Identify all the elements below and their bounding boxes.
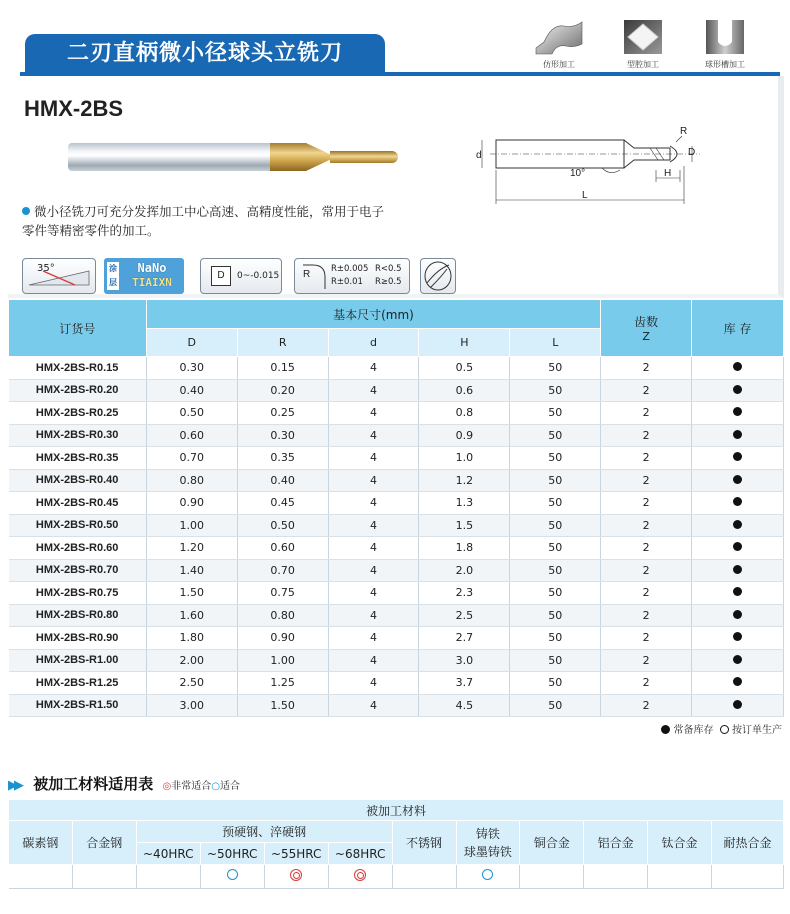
helix-angle-text: 35° <box>37 263 55 274</box>
cell-H: 4.5 <box>419 694 510 717</box>
table-row <box>9 604 784 627</box>
ball-groove-machining-icon <box>700 18 750 56</box>
table-row <box>9 514 784 537</box>
made-to-order-icon <box>720 725 729 734</box>
cell-R: 1.25 <box>237 672 328 695</box>
suitability-cell <box>72 865 136 889</box>
cell-R: 0.50 <box>237 514 328 537</box>
cell-code: HMX-2BS-R1.00 <box>9 649 147 672</box>
cell-Z: 2 <box>601 627 692 650</box>
drawing-label-angle: 10° <box>570 168 586 179</box>
cell-R: 1.50 <box>237 694 328 717</box>
cell-Z: 2 <box>601 694 692 717</box>
cell-stock <box>692 379 784 402</box>
header-order-no: 订货号 <box>9 300 147 357</box>
cell-d: 4 <box>328 672 419 695</box>
process-profile-label: 仿形加工 <box>543 60 575 69</box>
in-stock-icon <box>733 475 742 484</box>
cell-H: 3.7 <box>419 672 510 695</box>
cell-stock <box>692 469 784 492</box>
materials-title: 被加工材料适用表 <box>33 775 154 793</box>
cell-stock <box>692 649 784 672</box>
cell-code: HMX-2BS-R0.50 <box>9 514 147 537</box>
cell-d: 4 <box>328 604 419 627</box>
in-stock-icon <box>733 542 742 551</box>
materials-suitability-row <box>9 865 784 889</box>
cell-d: 4 <box>328 424 419 447</box>
very-suitable-icon <box>354 869 366 881</box>
very-suitable-label: 非常适合 <box>171 781 212 792</box>
material-aluminum-alloy: 铝合金 <box>584 821 648 865</box>
cell-H: 0.9 <box>419 424 510 447</box>
cell-D: 0.60 <box>146 424 237 447</box>
cell-code: HMX-2BS-R1.25 <box>9 672 147 695</box>
table-row <box>9 694 784 717</box>
cell-R: 0.40 <box>237 469 328 492</box>
cell-D: 0.80 <box>146 469 237 492</box>
table-row <box>9 357 784 380</box>
process-profile <box>528 18 590 70</box>
cell-Z: 2 <box>601 672 692 695</box>
cell-code: HMX-2BS-R0.40 <box>9 469 147 492</box>
cell-R: 0.90 <box>237 627 328 650</box>
process-cavity-label: 型腔加工 <box>627 60 659 69</box>
in-stock-icon <box>733 362 742 371</box>
cell-L: 50 <box>510 379 601 402</box>
cell-L: 50 <box>510 694 601 717</box>
tool-dimension-drawing <box>470 120 710 210</box>
cell-L: 50 <box>510 469 601 492</box>
in-stock-icon <box>733 655 742 664</box>
cell-Z: 2 <box>601 537 692 560</box>
table-row <box>9 649 784 672</box>
radius-tolerance-badge <box>294 258 410 294</box>
table-row <box>9 672 784 695</box>
bullet-icon <box>22 207 30 215</box>
table-row <box>9 582 784 605</box>
cell-L: 50 <box>510 424 601 447</box>
header-R: R <box>237 329 328 357</box>
tool-shank-image <box>68 143 274 171</box>
helix-angle-icon <box>23 259 95 293</box>
in-stock-icon <box>733 700 742 709</box>
cell-R: 0.80 <box>237 604 328 627</box>
spec-table-body <box>9 357 784 717</box>
page-title: 二刃直柄微小径球头立铣刀 <box>25 34 385 74</box>
header-D: D <box>146 329 237 357</box>
cell-code: HMX-2BS-R0.70 <box>9 559 147 582</box>
cell-code: HMX-2BS-R0.60 <box>9 537 147 560</box>
hardness-50: ~50HRC <box>200 843 264 865</box>
cell-H: 1.0 <box>419 447 510 470</box>
materials-table <box>8 799 784 889</box>
cell-d: 4 <box>328 582 419 605</box>
cell-d: 4 <box>328 379 419 402</box>
cell-D: 2.50 <box>146 672 237 695</box>
cell-D: 2.00 <box>146 649 237 672</box>
cavity-machining-icon <box>618 18 668 56</box>
cell-R: 0.15 <box>237 357 328 380</box>
legend-in-stock: 常备库存 <box>673 725 714 736</box>
cell-L: 50 <box>510 627 601 650</box>
header-stock: 库 存 <box>692 300 784 357</box>
diameter-symbol: D <box>211 266 231 286</box>
cell-D: 1.40 <box>146 559 237 582</box>
model-name: HMX-2BS <box>24 96 124 121</box>
cell-L: 50 <box>510 649 601 672</box>
cell-d: 4 <box>328 514 419 537</box>
cell-stock <box>692 559 784 582</box>
suitability-cell <box>712 865 784 889</box>
cell-code: HMX-2BS-R0.45 <box>9 492 147 515</box>
cell-stock <box>692 447 784 470</box>
material-copper-alloy: 铜合金 <box>520 821 584 865</box>
cell-R: 0.60 <box>237 537 328 560</box>
spec-table <box>8 299 784 717</box>
cell-H: 2.0 <box>419 559 510 582</box>
drawing-label-H: H <box>664 168 672 179</box>
cell-stock <box>692 604 784 627</box>
coating-tag: 涂层 <box>107 262 119 290</box>
cell-D: 1.60 <box>146 604 237 627</box>
cell-stock <box>692 627 784 650</box>
cell-code: HMX-2BS-R0.90 <box>9 627 147 650</box>
cell-D: 0.70 <box>146 447 237 470</box>
table-row <box>9 424 784 447</box>
cell-code: HMX-2BS-R0.15 <box>9 357 147 380</box>
radius-tolerance-1: R±0.005 <box>331 264 369 274</box>
material-heat-resistant-alloy: 耐热合金 <box>712 821 784 865</box>
cell-L: 50 <box>510 604 601 627</box>
cell-H: 1.8 <box>419 537 510 560</box>
cell-H: 2.5 <box>419 604 510 627</box>
cell-L: 50 <box>510 514 601 537</box>
cell-stock <box>692 492 784 515</box>
suitability-cell <box>456 865 520 889</box>
cell-stock <box>692 514 784 537</box>
cell-code: HMX-2BS-R0.80 <box>9 604 147 627</box>
cell-Z: 2 <box>601 469 692 492</box>
cell-L: 50 <box>510 447 601 470</box>
header-d: d <box>328 329 419 357</box>
table-row <box>9 447 784 470</box>
table-row <box>9 627 784 650</box>
material-hardened-steel: 预硬钢、淬硬钢 <box>136 821 392 843</box>
cell-Z: 2 <box>601 379 692 402</box>
cell-d: 4 <box>328 694 419 717</box>
cell-Z: 2 <box>601 559 692 582</box>
suitability-cell <box>200 865 264 889</box>
drawing-label-R: R <box>680 126 688 137</box>
header-basic-dims: 基本尺寸(mm) <box>146 300 600 329</box>
cell-stock <box>692 582 784 605</box>
cell-code: HMX-2BS-R0.35 <box>9 447 147 470</box>
in-stock-icon <box>733 632 742 641</box>
cell-code: HMX-2BS-R0.25 <box>9 402 147 425</box>
in-stock-icon <box>733 587 742 596</box>
header-teeth-label: 齿数 <box>634 315 659 329</box>
in-stock-icon <box>733 610 742 619</box>
cell-H: 0.6 <box>419 379 510 402</box>
table-row <box>9 379 784 402</box>
in-stock-icon <box>733 430 742 439</box>
cell-code: HMX-2BS-R0.20 <box>9 379 147 402</box>
cell-D: 0.90 <box>146 492 237 515</box>
tool-flute-image <box>330 151 398 163</box>
table-row <box>9 402 784 425</box>
cell-code: HMX-2BS-R1.50 <box>9 694 147 717</box>
cell-D: 1.00 <box>146 514 237 537</box>
cell-H: 1.2 <box>419 469 510 492</box>
cell-R: 0.75 <box>237 582 328 605</box>
drawing-label-D: D <box>688 147 696 158</box>
cell-Z: 2 <box>601 514 692 537</box>
process-cavity <box>612 18 674 70</box>
cell-Z: 2 <box>601 424 692 447</box>
cell-R: 0.30 <box>237 424 328 447</box>
suitability-cell <box>392 865 456 889</box>
drawing-label-L: L <box>582 190 588 201</box>
double-arrow-icon: ▶▶ <box>8 778 20 793</box>
radius-tolerance-2: R±0.01 <box>331 277 363 287</box>
suitability-cell <box>584 865 648 889</box>
cell-D: 0.30 <box>146 357 237 380</box>
cell-stock <box>692 357 784 380</box>
cell-R: 0.35 <box>237 447 328 470</box>
ball-nose-badge <box>420 258 456 294</box>
cell-L: 50 <box>510 492 601 515</box>
suitability-cell <box>264 865 328 889</box>
table-row <box>9 537 784 560</box>
hardness-40: ~40HRC <box>136 843 200 865</box>
cell-R: 0.20 <box>237 379 328 402</box>
cell-Z: 2 <box>601 649 692 672</box>
in-stock-icon <box>733 385 742 394</box>
coating-badge <box>104 258 184 294</box>
suitability-cell <box>328 865 392 889</box>
cell-L: 50 <box>510 582 601 605</box>
cell-d: 4 <box>328 402 419 425</box>
cell-H: 3.0 <box>419 649 510 672</box>
cell-stock <box>692 402 784 425</box>
in-stock-icon <box>733 520 742 529</box>
suitable-icon <box>227 869 238 880</box>
in-stock-icon <box>661 725 670 734</box>
process-ball-groove <box>694 18 756 70</box>
cell-stock <box>692 672 784 695</box>
cell-R: 1.00 <box>237 649 328 672</box>
radius-symbol: R <box>303 269 311 280</box>
table-row <box>9 469 784 492</box>
drawing-label-d: d <box>476 150 482 161</box>
diameter-tolerance-badge <box>200 258 282 294</box>
materials-header: 被加工材料 <box>9 800 784 821</box>
cell-d: 4 <box>328 357 419 380</box>
cell-d: 4 <box>328 627 419 650</box>
cell-d: 4 <box>328 649 419 672</box>
cell-D: 3.00 <box>146 694 237 717</box>
process-ball-groove-label: 球形槽加工 <box>705 60 745 69</box>
cell-L: 50 <box>510 357 601 380</box>
cell-Z: 2 <box>601 357 692 380</box>
cell-d: 4 <box>328 559 419 582</box>
cell-D: 1.50 <box>146 582 237 605</box>
cell-H: 2.3 <box>419 582 510 605</box>
radius-condition-1: R<0.5 <box>375 264 402 274</box>
cell-D: 1.80 <box>146 627 237 650</box>
suitability-cell <box>648 865 712 889</box>
cell-H: 0.8 <box>419 402 510 425</box>
cell-L: 50 <box>510 672 601 695</box>
table-row <box>9 492 784 515</box>
cell-Z: 2 <box>601 582 692 605</box>
product-description <box>22 202 392 240</box>
material-carbon-steel: 碳素钢 <box>9 821 73 865</box>
header-teeth-sub: Z <box>642 330 650 343</box>
in-stock-icon <box>733 497 742 506</box>
cell-d: 4 <box>328 447 419 470</box>
cell-R: 0.70 <box>237 559 328 582</box>
cell-stock <box>692 694 784 717</box>
suitable-icon: ○ <box>211 781 220 792</box>
cell-Z: 2 <box>601 447 692 470</box>
table-row <box>9 559 784 582</box>
suitable-label: 适合 <box>219 781 240 792</box>
materials-section-title <box>8 773 240 794</box>
cell-L: 50 <box>510 537 601 560</box>
very-suitable-icon: ◎ <box>162 781 172 792</box>
header-L: L <box>510 329 601 357</box>
cell-L: 50 <box>510 402 601 425</box>
cell-d: 4 <box>328 469 419 492</box>
material-cast-iron: 铸铁 球墨铸铁 <box>456 821 520 865</box>
cell-R: 0.25 <box>237 402 328 425</box>
cell-stock <box>692 537 784 560</box>
helix-angle-badge <box>22 258 96 294</box>
cell-code: HMX-2BS-R0.75 <box>9 582 147 605</box>
cell-L: 50 <box>510 559 601 582</box>
in-stock-icon <box>733 565 742 574</box>
description-text: 微小径铣刀可充分发挥加工中心高速、高精度性能，常用于电子零件等精密零件的加工。 <box>22 204 385 238</box>
cell-H: 2.7 <box>419 627 510 650</box>
suitable-icon <box>482 869 493 880</box>
cell-Z: 2 <box>601 492 692 515</box>
cell-Z: 2 <box>601 402 692 425</box>
legend-made-to-order: 按订单生产 <box>732 725 782 736</box>
materials-note <box>162 781 239 792</box>
profile-machining-icon <box>534 18 584 56</box>
cell-stock <box>692 424 784 447</box>
cell-H: 1.3 <box>419 492 510 515</box>
very-suitable-icon <box>290 869 302 881</box>
ball-nose-icon <box>421 259 455 293</box>
cell-D: 0.50 <box>146 402 237 425</box>
cell-D: 1.20 <box>146 537 237 560</box>
radius-condition-2: R≥0.5 <box>375 277 402 287</box>
coating-line-1: NaNo <box>137 261 167 275</box>
cell-Z: 2 <box>601 604 692 627</box>
suitability-cell <box>520 865 584 889</box>
cell-code: HMX-2BS-R0.30 <box>9 424 147 447</box>
suitability-cell <box>136 865 200 889</box>
stock-legend <box>661 721 782 736</box>
cell-d: 4 <box>328 537 419 560</box>
hardness-55: ~55HRC <box>264 843 328 865</box>
hardness-68: ~68HRC <box>328 843 392 865</box>
in-stock-icon <box>733 407 742 416</box>
material-alloy-steel: 合金钢 <box>72 821 136 865</box>
in-stock-icon <box>733 677 742 686</box>
header-teeth <box>601 300 692 357</box>
cell-H: 0.5 <box>419 357 510 380</box>
cell-R: 0.45 <box>237 492 328 515</box>
material-titanium-alloy: 钛合金 <box>648 821 712 865</box>
in-stock-icon <box>733 452 742 461</box>
diameter-tolerance: 0~-0.015 <box>237 271 280 281</box>
cell-d: 4 <box>328 492 419 515</box>
suitability-cell <box>9 865 73 889</box>
cell-D: 0.40 <box>146 379 237 402</box>
cell-H: 1.5 <box>419 514 510 537</box>
header-H: H <box>419 329 510 357</box>
coating-line-2: TIAIXN <box>132 276 172 289</box>
material-stainless-steel: 不锈钢 <box>392 821 456 865</box>
